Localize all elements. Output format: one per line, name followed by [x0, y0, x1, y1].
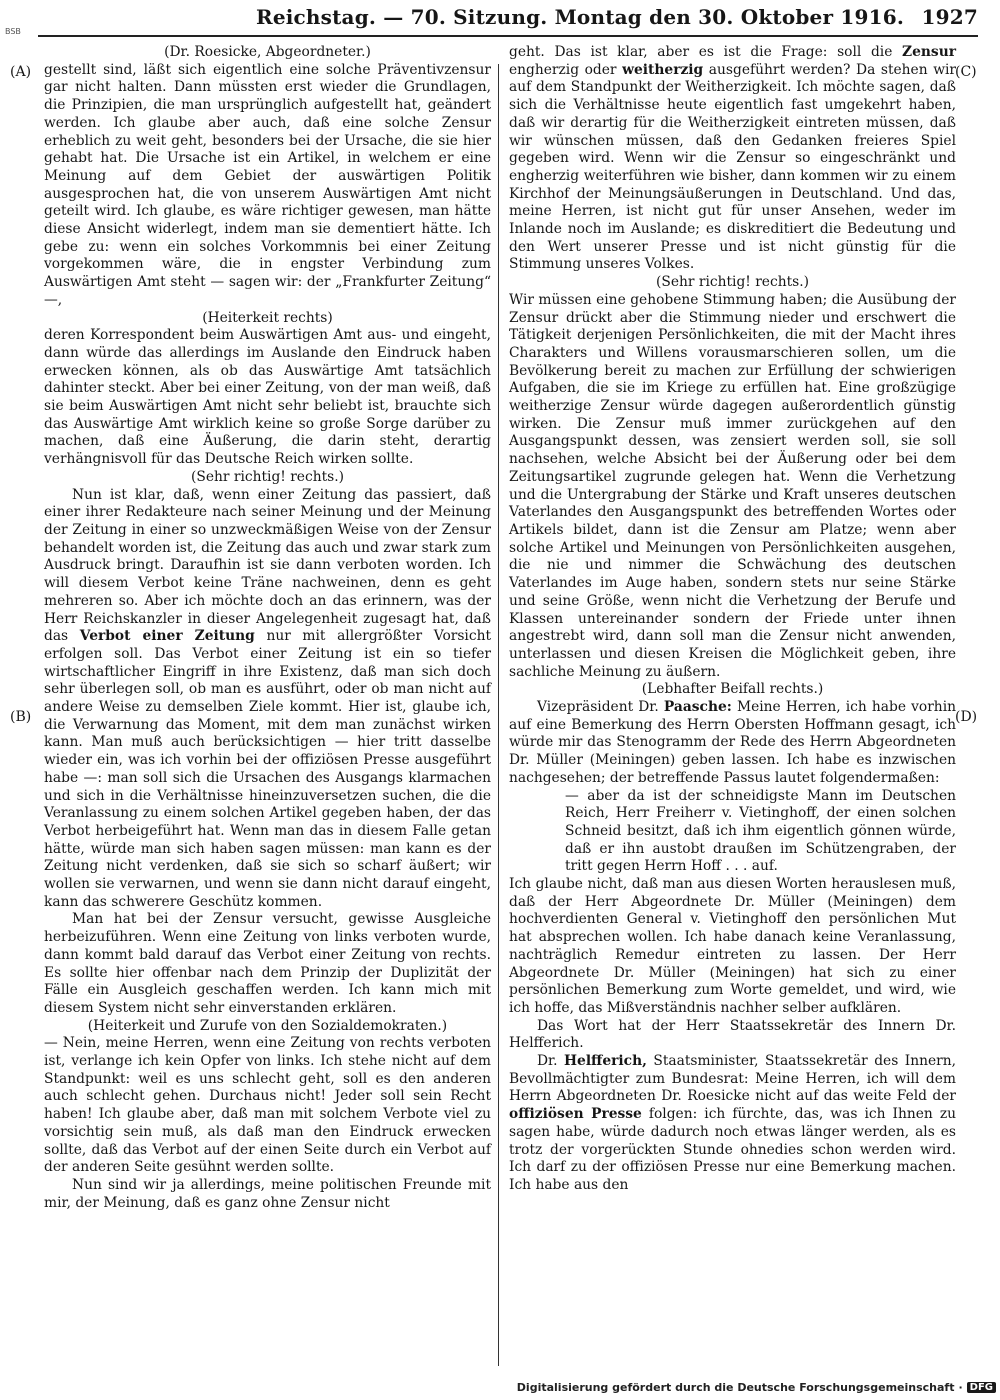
- paragraph-text: Staatsminister, Staatssekretär des Innern, Bevollmächtigter zum Bundesrat: Meine Herren, ich will dem Herrn Abgeordneten Dr. Roesicke nicht auf das weite Feld der: [509, 1053, 957, 1105]
- speaker-name: Helfferich,: [564, 1053, 647, 1070]
- paragraph: Wir müssen eine gehobene Stimmung haben; die Ausübung der Zensur drückt aber die Stimmung nieder und erschwert die Tätigkeit derjenigen Persönlichkeiten, die mit der Macht ihres Charakters und Willens vorausmarschieren sollen, um die Bevölkerung bereit zu machen zur Erfüllung der schwierigen Aufgaben, die sie im Kriege zu erfüllen hat. Eine großzügige weitherzige Zensur würde dagegen außerordentlich günstig wirken. Die Zensur muß immer zurückgehen auf den Ausgangspunkt dessen, was zensiert werden soll, sie soll nachsehen, welche Absicht bei der Äußerung oder bei dem Zeitungsartikel zugrunde gelegen hat. Wenn die Verhetzung und die Untergrabung der Stärke und Kraft unseres deutschen Vaterlandes den Ausgangspunkt des betreffenden Wortes oder Artikels bildet, dann ist die Zensur am Platze; wenn aber solche Artikel und Meinungen von Persönlichkeiten ausgehen, die nie und nimmer die Schwächung des deutschen Vaterlandes im Auge haben, sondern stets nur seine Stärke und seine Größe, wenn nicht die Verhetzung der Berufe und Klassen untereinander sondern der Friede unter ihnen angestrebt wird, dann soll man die Zensur nicht anwenden, unterlassen und diesen Kreisen die Möglichkeit geben, ihre sachliche Meinung zu äußern.: [509, 291, 956, 680]
- paragraph: Man hat bei der Zensur versucht, gewisse Ausgleiche herbeizuführen. Wenn eine Zeitung von links verboten wurde, dann kommt bald darauf das Verbot einer Zeitung von rechts. Es sollte hier offenbar nach dem Prinzip der Duplizität der Fälle ein Ausgleich geschaffen werden. Ich kann mich mit diesem System nicht sehr einverstanden erklären.: [44, 911, 491, 1016]
- side-heading: offiziösen Presse: [509, 1106, 642, 1123]
- margin-mark-b: (B): [10, 709, 32, 725]
- paragraph: gestellt sind, läßt sich eigentlich eine solche Präventivzensur gar nicht halten. Dann müssten erst wieder die Grundlagen, die Prinzipien, die man ursprünglich aufgestellt hat, geändert werden. Ich glaube aber auch, daß eine solche Zensur erheblich zu weit geht, besonders bei der Ursache, die sie hier gehabt hat. Die Ursache ist ein Artikel, in welchem er eine Meinung auf dem Gebiet der auswärtigen Politik ausgesprochen hat, die von unserem Auswärtigen Amt nicht geteilt wird. Ich glaube, es wäre richtiger gewesen, man hätte diese Ansicht widerlegt, indem man sie dementiert hätte. Ich gebe zu: wenn ein solches Vorkommnis bei einer Zeitung vorgekommen wäre, die in engster Verbindung zum Auswärtigen Amt steht — sagen wir: der „Frankfurter Zeitung“ —,: [44, 61, 491, 308]
- margin-mark-c: (C): [955, 64, 977, 80]
- paragraph: [509, 699, 956, 788]
- side-heading: weitherzig: [622, 61, 704, 78]
- dfg-logo: DFG: [967, 1382, 996, 1393]
- paragraph: Ich glaube nicht, daß man aus diesen Worten herauslesen muß, daß der Herr Abgeordnete Dr. Müller (Meiningen) dem hochverdienten General v. Vietinghoff den persönlichen Mut hat absprechen wollen. Ich habe danach keine Veranlassung, nachträglich Remedur eintreten zu lassen. Der Herr Abgeordnete Dr. Müller (Meiningen) hat sich zu einer persönlichen Bemerkung zum Worte gemeldet, und wird, wie ich hoffe, das Mißverständnis nachher selber aufklären.: [509, 876, 956, 1016]
- page-number: 1927: [921, 5, 978, 29]
- margin-mark-d: (D): [955, 709, 978, 725]
- paragraph: — Nein, meine Herren, wenn eine Zeitung von rechts verboten ist, verlange ich kein Opfer von links. Ich stehe nicht auf dem Standpunkt: weil es uns schlecht geht, soll es den anderen auch schlecht gehen. Durchaus nicht! Jeder soll sein Recht haben! Ich glaube aber, daß man mit solchem Verbote viel zu vorsichtig sein muß, als daß man den Eindruck erwecken sollte, daß das Verbot auf der einen Seite durch ein Verbot auf der anderen Seite gesühnt werden sollte.: [44, 1035, 491, 1176]
- side-heading: Zensur: [902, 44, 956, 60]
- interjection: (Sehr richtig! rechts.): [656, 274, 809, 291]
- running-header: [38, 3, 978, 31]
- speaker-name: Paasche:: [663, 699, 732, 716]
- footer-credit: Digitalisierung gefördert durch die Deutsche Forschungsgemeinschaft · DFG: [517, 1381, 996, 1394]
- interjection: (Heiterkeit und Zurufe von den Sozialdemokraten.): [87, 1017, 448, 1034]
- paragraph-text: Nun ist klar, daß, wenn einer Zeitung das passiert, daß einer ihrer Redakteure nach seiner Meinung und der Meinung der Zeitung in einer so unzweckmäßigen Weise von der Zensur behandelt worden ist, die Zeitung das auch und zwar stark zum Ausdruck bringt. Daraufhin ist sie dann verboten worden. Ich will diesem Verbot keine Träne nachweinen, denn es geht mehreren so. Aber ich möchte doch an das erinnern, was der Herr Reichskanzler in dieser Angelegenheit zugesagt hat, daß das: [44, 486, 491, 645]
- speaker-role: Vizepräsident Dr.: [537, 699, 659, 716]
- speaker-note: (Dr. Roesicke, Abgeordneter.): [164, 44, 371, 60]
- paragraph: Das Wort hat der Herr Staatssekretär des Innern Dr. Helfferich.: [509, 1017, 956, 1052]
- header-rule: [38, 35, 978, 37]
- paragraph-text: geht. Das ist klar, aber es ist die Frage: soll die: [509, 44, 893, 60]
- footer-text: Digitalisierung gefördert durch die Deutsche Forschungsgemeinschaft: [516, 1381, 955, 1394]
- interjection: (Sehr richtig! rechts.): [191, 468, 344, 485]
- block-quote: — aber da ist der schneidigste Mann im Deutschen Reich, Herr Freiherr v. Vietinghoff, der einen solchen Schneid besitzt, daß ich ihm eigentlich gönnen würde, daß er ihn austobt draußen im Schützengraben, der tritt gegen Herrn Hoff . . . auf.: [565, 787, 956, 875]
- left-column: [44, 44, 491, 1212]
- library-mark: BSB: [5, 27, 21, 36]
- header-title: Reichstag. — 70. Sitzung. Montag den 30. Oktober 1916.: [256, 5, 905, 29]
- interjection: (Lebhafter Beifall rechts.): [641, 681, 824, 698]
- paragraph: [509, 44, 956, 274]
- column-divider: [498, 64, 499, 1366]
- paragraph-text: nur mit allergrößter Vorsicht erfolgen soll. Das Verbot einer Zeitung ist ein so tiefer wirtschaftlicher Eingriff in ihre Existenz, daß man sich doch sehr überlegen soll, ob man es ausführt, oder ob man nicht auf andere Weise zu demselben Ziele kommt. Hier ist, glaube ich, die Verwarnung das Moment, mit dem man zunächst wirken kann. Man muß auch berücksichtigen — hier tritt dasselbe wieder ein, was ich vorhin bei der offiziösen Presse ausgeführt habe —: man soll sich die Ursachen des Ausgangs klarmachen und sich in die Verhältnisse hineinzuversetzen suchen, die die Veranlassung zu einem solchen Artikel gegeben haben, der das Verbot herbeigeführt hat. Wenn man das in diesem Falle getan hätte, würde man sich haben sagen müssen: man kann es der Zeitung nicht verdenken, daß sie sich so scharf äußert; wir wollen sie verwarnen, und wenn sie dann nicht darauf eingeht, kann das schwerere Geschütz kommen.: [44, 628, 491, 910]
- paragraph: deren Korrespondent beim Auswärtigen Amt aus- und eingeht, dann würde das allerdings im Auslande den Eindruck haben erwecken können, als ob das Auswärtige Amt tatsächlich dahinter steckt. Aber bei einer Zeitung, von der man weiß, daß sie beim Auswärtigen Amt nicht sehr beliebt ist, brauchte sich das Auswärtige Amt wirklich keine so große Sorge darüber zu machen, daß eine Äußerung, die darin steht, derartig verhängnisvoll für das Deutsche Reich wirken sollte.: [44, 327, 491, 468]
- paragraph: [44, 487, 491, 912]
- paragraph: [509, 1053, 956, 1195]
- right-column: [509, 44, 956, 1195]
- interjection: (Heiterkeit rechts): [202, 309, 333, 326]
- side-heading: Verbot einer Zeitung: [79, 628, 255, 645]
- speaker-role: Dr.: [537, 1053, 558, 1070]
- paragraph-text: folgen: ich fürchte, das, was ich Ihnen zu sagen habe, würde dadurch noch etwas länger werden, als es trotz der vorgerückten Stunde ohnedies schon werden wird. Ich darf zu der offiziösen Presse nur eine Bemerkung machen. Ich habe aus den: [509, 1106, 957, 1193]
- margin-mark-a: (A): [10, 64, 32, 80]
- paragraph-text: Meine Herren, ich habe vorhin auf eine Bemerkung des Herrn Obersten Hoffmann gesagt, ich würde mir das Stenogramm der Rede des Herrn Abgeordneten Dr. Müller (Meiningen) geben lassen. Ich habe es inzwischen nachgesehen; der betreffende Passus lautet folgendermaßen:: [509, 699, 956, 786]
- paragraph: Nun sind wir ja allerdings, meine politischen Freunde mit mir, der Meinung, daß es ganz ohne Zensur nicht: [44, 1177, 491, 1211]
- paragraph-text: engherzig oder: [509, 61, 617, 78]
- paragraph-text: ausgeführt werden? Da stehen wir auf dem Standpunkt der Weitherzigkeit. Ich möchte sagen, daß sich die Verhältnisse heute eigentlich fast umgekehrt haben, daß wir derartig für die Weitherzigkeit eintreten müssen, daß wir wünschen müssen, daß den Gedanken freieres Spiel gegeben wird. Wenn wir die Zensur so eingeschränkt und engherzig weiterführen wie bisher, dann kommen wir zu einem Kirchhof der Meinungsäußerungen in Deutschland. Und das, meine Herren, ist nicht gut für unser Ansehen, weder im Inlande noch im Auslande; es diskreditiert die Bedeutung und den Wert unserer Presse und ist nicht günstig für die Stimmung unseres Volkes.: [509, 61, 957, 273]
